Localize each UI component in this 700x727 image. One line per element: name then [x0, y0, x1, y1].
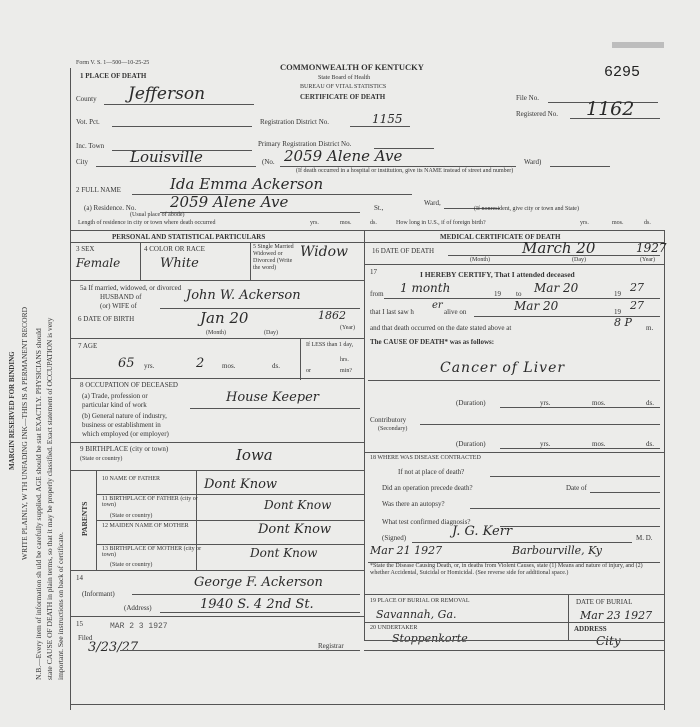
registration-district-value: 1155 — [372, 112, 403, 126]
mother-birthplace-value: Dont Know — [250, 546, 318, 560]
length-mos: mos. — [340, 220, 352, 226]
certificate-heading: CERTIFICATE OF DEATH — [300, 93, 386, 101]
attended-to-value: Mar 20 — [534, 281, 579, 295]
test-label: What test confirmed diagnosis? — [382, 518, 471, 526]
birth-day-caption: (Day) — [264, 330, 278, 336]
sex-label: 3 SEX — [76, 245, 95, 253]
signed-label: (Signed) — [382, 534, 407, 542]
signed-date: Mar 21 1927 — [370, 544, 443, 557]
from-19: 19 — [494, 290, 501, 298]
informant-value: George F. Ackerson — [194, 575, 323, 590]
duration-yrs-1: yrs. — [540, 399, 551, 407]
vot-pct-label: Vot. Pct. — [76, 118, 100, 126]
disease-contracted-label: 18 WHERE WAS DISEASE CONTRACTED — [370, 455, 481, 461]
date-of-death-value: March 20 — [522, 239, 596, 257]
md-label: M. D. — [636, 534, 653, 542]
parents-label: PARENTS — [80, 501, 89, 536]
margin-reserved-text: MARGIN RESERVED FOR BINDING — [8, 351, 16, 470]
personal-section-title: PERSONAL AND STATISTICAL PARTICULARS — [112, 233, 266, 241]
contributory-label: Contributory — [370, 416, 407, 424]
undertaker-value: Stoppenkorte — [392, 632, 468, 645]
foreign-yrs: yrs. — [580, 220, 589, 226]
spouse-value: John W. Ackerson — [186, 288, 301, 303]
duration-mos-2: mos. — [592, 440, 606, 448]
to-label: to — [516, 290, 522, 298]
occupation-value: House Keeper — [226, 390, 320, 405]
marital-status-value: Widow — [300, 244, 348, 260]
marital-status-label: 5 Single Married Widowed or Divorced (Write the word) — [253, 244, 294, 271]
or-label: or — [306, 368, 311, 374]
time-of-death-label: and that death occurred on the date stated above at — [370, 324, 512, 332]
hrs-label: hrs. — [340, 357, 349, 363]
father-birthplace-value: Dont Know — [264, 498, 332, 512]
column-divider — [364, 230, 365, 640]
occupation-b-1: (b) General nature of industry, — [82, 412, 167, 420]
length-yrs: yrs. — [310, 220, 319, 226]
mother-label: 12 MAIDEN NAME OF MOTHER — [102, 523, 189, 529]
street-no-label: (No. — [262, 158, 275, 166]
mother-birthplace-sub: (State or country) — [110, 562, 153, 568]
place-of-death-label: 1 PLACE OF DEATH — [80, 72, 147, 80]
alive-on-label: alive on — [444, 308, 467, 316]
occupation-a-1: (a) Trade, profession or — [82, 392, 148, 400]
birthplace-value: Iowa — [236, 446, 273, 464]
length-ds: ds. — [370, 220, 377, 226]
undertaker-label: 20 UNDERTAKER — [370, 625, 418, 631]
filed-label: Filed — [78, 634, 93, 642]
attended-from-value: 1 month — [400, 281, 451, 295]
death-month-caption: (Month) — [470, 257, 490, 263]
age-years-value: 65 — [118, 356, 135, 371]
birthplace-sub: (State or country) — [80, 456, 123, 462]
inc-town-label: Inc. Town — [76, 142, 105, 150]
foreign-ds: ds. — [644, 220, 651, 226]
informant-label: (Informant) — [82, 590, 115, 598]
husband-label-1: 5a If married, widowed, or divorced — [80, 284, 182, 292]
corner-stamp — [612, 42, 664, 48]
birth-year-caption: (Year) — [340, 325, 356, 331]
nb-text-1: N.B.—Every item of information sh uld be carefully supplied. AGE should be stat EXACTLY. PHYSICIANS should — [34, 328, 43, 680]
duration-label-2: (Duration) — [456, 440, 486, 448]
father-birthplace-sub: (State or country) — [110, 513, 153, 519]
age-months-value: 2 — [196, 356, 205, 371]
occupation-b-2: business or establishment in — [82, 421, 161, 429]
full-name-label: 2 FULL NAME — [76, 186, 121, 194]
frame-left — [70, 68, 71, 710]
last-seen-value: Mar 20 — [514, 299, 559, 313]
nonresident-note: (If nonresident, give city or town and State) — [474, 206, 579, 212]
father-label: 10 NAME OF FATHER — [102, 476, 161, 482]
informant-address-label: (Address) — [124, 604, 152, 612]
cause-label: The CAUSE OF DEATH* was as follows: — [370, 338, 495, 346]
medical-section-title: MEDICAL CERTIFICATE OF DEATH — [440, 233, 561, 241]
undertaker-address-value: City — [596, 634, 621, 648]
death-day-caption: (Day) — [572, 257, 586, 263]
death-address-value: 2059 Alene Ave — [284, 147, 403, 165]
duration-label-1: (Duration) — [456, 399, 486, 407]
color-value: White — [160, 256, 199, 271]
burial-place-value: Savannah, Ga. — [376, 608, 457, 621]
alive-year: 27 — [630, 299, 644, 312]
last-saw-label: that I last saw h — [370, 308, 414, 316]
alive-19: 19 — [614, 308, 621, 316]
autopsy-label: Was there an autopsy? — [382, 500, 445, 508]
husband-label-2: HUSBAND of — [100, 293, 142, 301]
secondary-label: (Secondary) — [378, 426, 408, 432]
filed-stamp: MAR 2 3 1927 — [110, 622, 168, 631]
certificate-top-number: 6295 — [604, 64, 641, 81]
residence-ward-label: Ward, — [424, 199, 441, 207]
burial-place-label: 19 PLACE OF BURIAL OR REMOVAL — [370, 598, 470, 604]
undertaker-address-label: ADDRESS — [574, 625, 607, 633]
length-of-residence-label: Length of residence in city or town where death occurred — [78, 220, 216, 226]
foreign-mos: mos. — [612, 220, 624, 226]
burial-date-label: DATE OF BURIAL — [576, 598, 633, 606]
nb-text-2: state CAUSE OF DEATH in plain terms, so that it may be properly classified. Exact statement of OCCUPATION is very — [45, 317, 54, 680]
filed-value: 3/23/27 — [88, 640, 139, 655]
file-no-label: File No. — [516, 94, 539, 102]
commonwealth-heading: COMMONWEALTH OF KENTUCKY — [280, 62, 424, 72]
duration-ds-1: ds. — [646, 399, 654, 407]
color-label: 4 COLOR OR RACE — [144, 245, 205, 253]
form-number: Form V. S. 1—500—10-25-25 — [76, 60, 150, 66]
time-of-death-value: 8 P — [614, 316, 632, 329]
duration-ds-2: ds. — [646, 440, 654, 448]
not-at-place-label: If not at place of death? — [398, 468, 465, 476]
informant-address-value: 1940 S. 4 2nd St. — [200, 597, 314, 612]
physician-signature: J. G. Kerr — [452, 524, 513, 539]
age-ds-label: ds. — [272, 362, 280, 370]
item-17: 17 — [370, 268, 377, 276]
birthplace-label: 9 BIRTHPLACE (city or town) — [80, 445, 169, 453]
nb-text-3: important. See instructions on back of certificate. — [56, 532, 65, 680]
registered-no-value: 1162 — [586, 98, 635, 120]
full-name-value: Ida Emma Ackerson — [170, 175, 324, 193]
burial-date-value: Mar 23 1927 — [580, 609, 653, 622]
duration-yrs-2: yrs. — [540, 440, 551, 448]
signed-address: Barbourville, Ky — [512, 544, 602, 557]
usual-place-note: (Usual place of abode) — [130, 212, 185, 218]
birth-month-caption: (Month) — [206, 330, 226, 336]
occupation-a-2: particular kind of work — [82, 401, 147, 409]
age-label: 7 AGE — [78, 342, 98, 350]
m-label: m. — [646, 324, 654, 332]
occupation-b-3: which employed (or employer) — [82, 430, 169, 438]
city-label: City — [76, 158, 89, 166]
to-19: 19 — [614, 290, 621, 298]
from-label: from — [370, 290, 384, 298]
birth-year-value: 1862 — [318, 309, 346, 322]
primary-district-label: Primary Registration District No. — [258, 140, 352, 148]
residence-value: 2059 Alene Ave — [170, 193, 289, 211]
bureau-heading: BUREAU OF VITAL STATISTICS — [300, 84, 387, 90]
city-value: Louisville — [130, 148, 203, 166]
occupation-label: 8 OCCUPATION OF DECEASED — [80, 381, 178, 389]
min-label: min? — [340, 368, 352, 374]
informant-number: 14 — [76, 574, 83, 582]
age-mos-label: mos. — [222, 362, 236, 370]
death-year-value: 1927 — [636, 241, 667, 255]
mother-value: Dont Know — [258, 522, 332, 537]
mother-birthplace-label: 13 BIRTHPLACE OF MOTHER (city or town) — [102, 546, 202, 558]
attended-to-year: 27 — [630, 281, 644, 294]
write-plainly-text: WRITE PLAINLY, W TH UNFADING INK—THIS IS A PERMANENT RECORD — [20, 306, 29, 560]
residence-label: (a) Residence. No. — [84, 204, 137, 212]
certify-statement: I HEREBY CERTIFY, That I attended deceased — [420, 270, 575, 279]
board-heading: State Board of Health — [318, 75, 371, 81]
ward-label: Ward) — [524, 158, 542, 166]
cause-footnote: *State the Disease Causing Death, or, in deaths from Violent Causes, state (1) Means and nature of injury, and (2) whether Accidental, Suicidal or Homicidal. (See reverse side for additional space.) — [370, 563, 643, 576]
sex-value: Female — [76, 256, 121, 270]
registered-no-label: Registered No. — [516, 110, 558, 118]
husband-label-3: (or) WIFE of — [100, 302, 137, 310]
registration-district-label: Registration District No. — [260, 118, 330, 126]
last-saw-her-value: er — [432, 300, 443, 311]
filed-number: 15 — [76, 620, 83, 628]
county-value: Jefferson — [128, 84, 206, 104]
date-of-death-label: 16 DATE OF DEATH — [372, 247, 435, 255]
registrar-label: Registrar — [318, 642, 344, 650]
less-than-day-label: If LESS than 1 day, — [306, 342, 354, 348]
duration-mos-1: mos. — [592, 399, 606, 407]
residence-st-label: St., — [374, 204, 384, 212]
foreign-birth-label: How long in U.S., if of foreign birth? — [396, 220, 486, 226]
date-of-birth-label: 6 DATE OF BIRTH — [78, 315, 135, 323]
operation-label: Did an operation precede death? — [382, 484, 473, 492]
age-yrs-label: yrs. — [144, 362, 155, 370]
father-birthplace-label: 11 BIRTHPLACE OF FATHER (city or town) — [102, 496, 198, 508]
date-of-operation-label: Date of — [566, 484, 587, 492]
father-value: Dont Know — [204, 477, 278, 492]
death-year-caption: (Year) — [640, 257, 656, 263]
date-of-birth-value: Jan 20 — [200, 309, 249, 327]
county-label: County — [76, 95, 97, 103]
cause-of-death-value: Cancer of Liver — [440, 360, 566, 376]
hospital-note: (If death occurred in a hospital or institution, give its NAME instead of street and number) — [296, 168, 514, 174]
